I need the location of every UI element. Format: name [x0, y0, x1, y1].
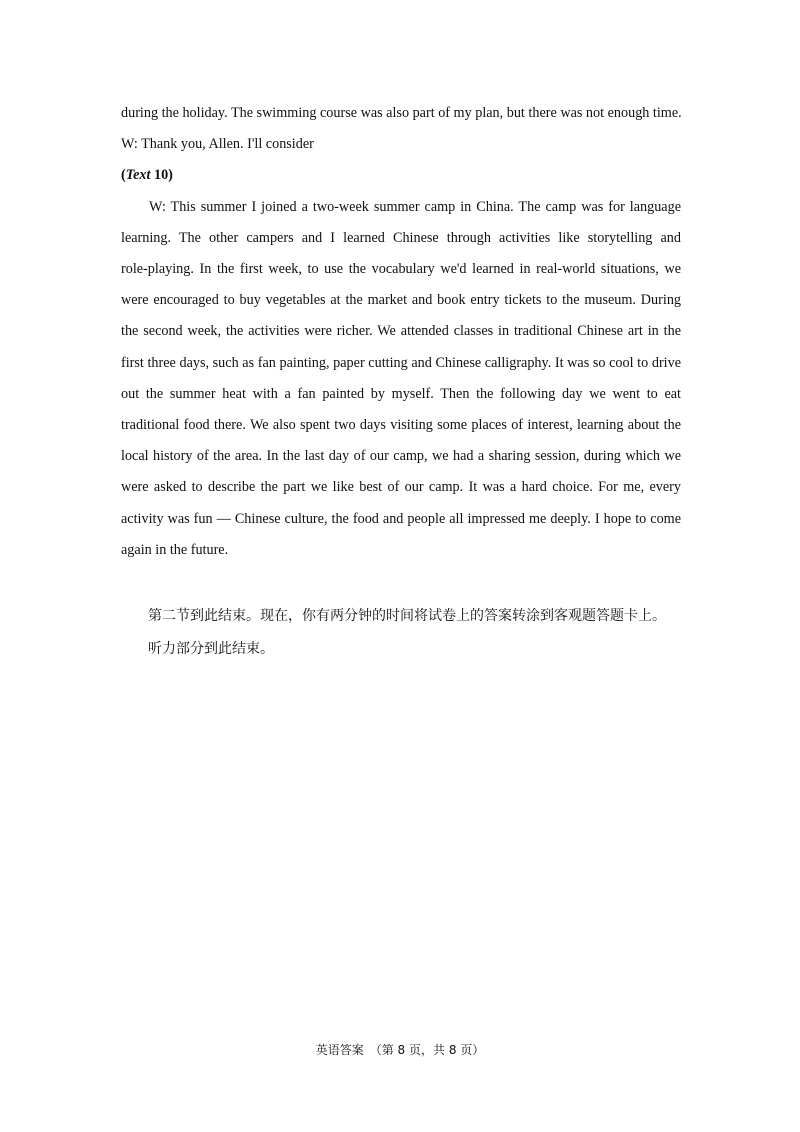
heading-number: 10)	[150, 167, 173, 184]
text-10-line: were encouraged to buy vegetables at the market and book entry tickets to the museum. During	[121, 292, 681, 309]
text-10-line: again in the future.	[121, 541, 229, 558]
text-10-line: role-playing. In the first week, to use the vocabulary we'd learned in real-world situations, we	[121, 261, 681, 278]
text-10-line: W: This summer I joined a two-week summer camp in China. The camp was for language	[149, 198, 681, 215]
section-end-notes	[148, 600, 708, 666]
text-10-line: were asked to describe the part we like best of our camp. It was a hard choice. For me, every	[121, 479, 681, 496]
page-footer: 英语答案 （第 8 页，共 8 页）	[315, 1043, 485, 1057]
text-10-line: out the summer heat with a fan painted by myself. Then the following day we went to eat	[121, 385, 681, 402]
text-10-line: traditional food there. We also spent two days visiting some places of interest, learning about the	[121, 417, 681, 434]
transcript-line: during the holiday. The swimming course was also part of my plan, but there was not enough time.	[121, 105, 682, 121]
text-10-line: the second week, the activities were richer. We attended classes in traditional Chinese art in the	[121, 323, 681, 340]
transcript-body	[121, 98, 681, 566]
text-10-line: first three days, such as fan painting, paper cutting and Chinese calligraphy. It was so cool to drive	[121, 354, 681, 371]
heading-open-paren: (	[121, 167, 126, 184]
text-10-heading	[121, 160, 681, 191]
transcript-line: W: Thank you, Allen. I'll consider	[121, 136, 314, 153]
section-end-note: 第二节到此结束。现在，你有两分钟的时间将试卷上的答案转涂到客观题答题卡上。	[148, 608, 666, 624]
text-10-line: activity was fun — Chinese culture, the food and people all impressed me deeply. I hope to come	[121, 510, 681, 527]
listening-end-note: 听力部分到此结束。	[148, 641, 274, 657]
text-10-line: local history of the area. In the last day of our camp, we had a sharing session, during which we	[121, 448, 681, 465]
heading-italic-word: Text	[125, 167, 151, 184]
text-10-line: learning. The other campers and I learned Chinese through activities like storytelling and	[121, 229, 681, 246]
